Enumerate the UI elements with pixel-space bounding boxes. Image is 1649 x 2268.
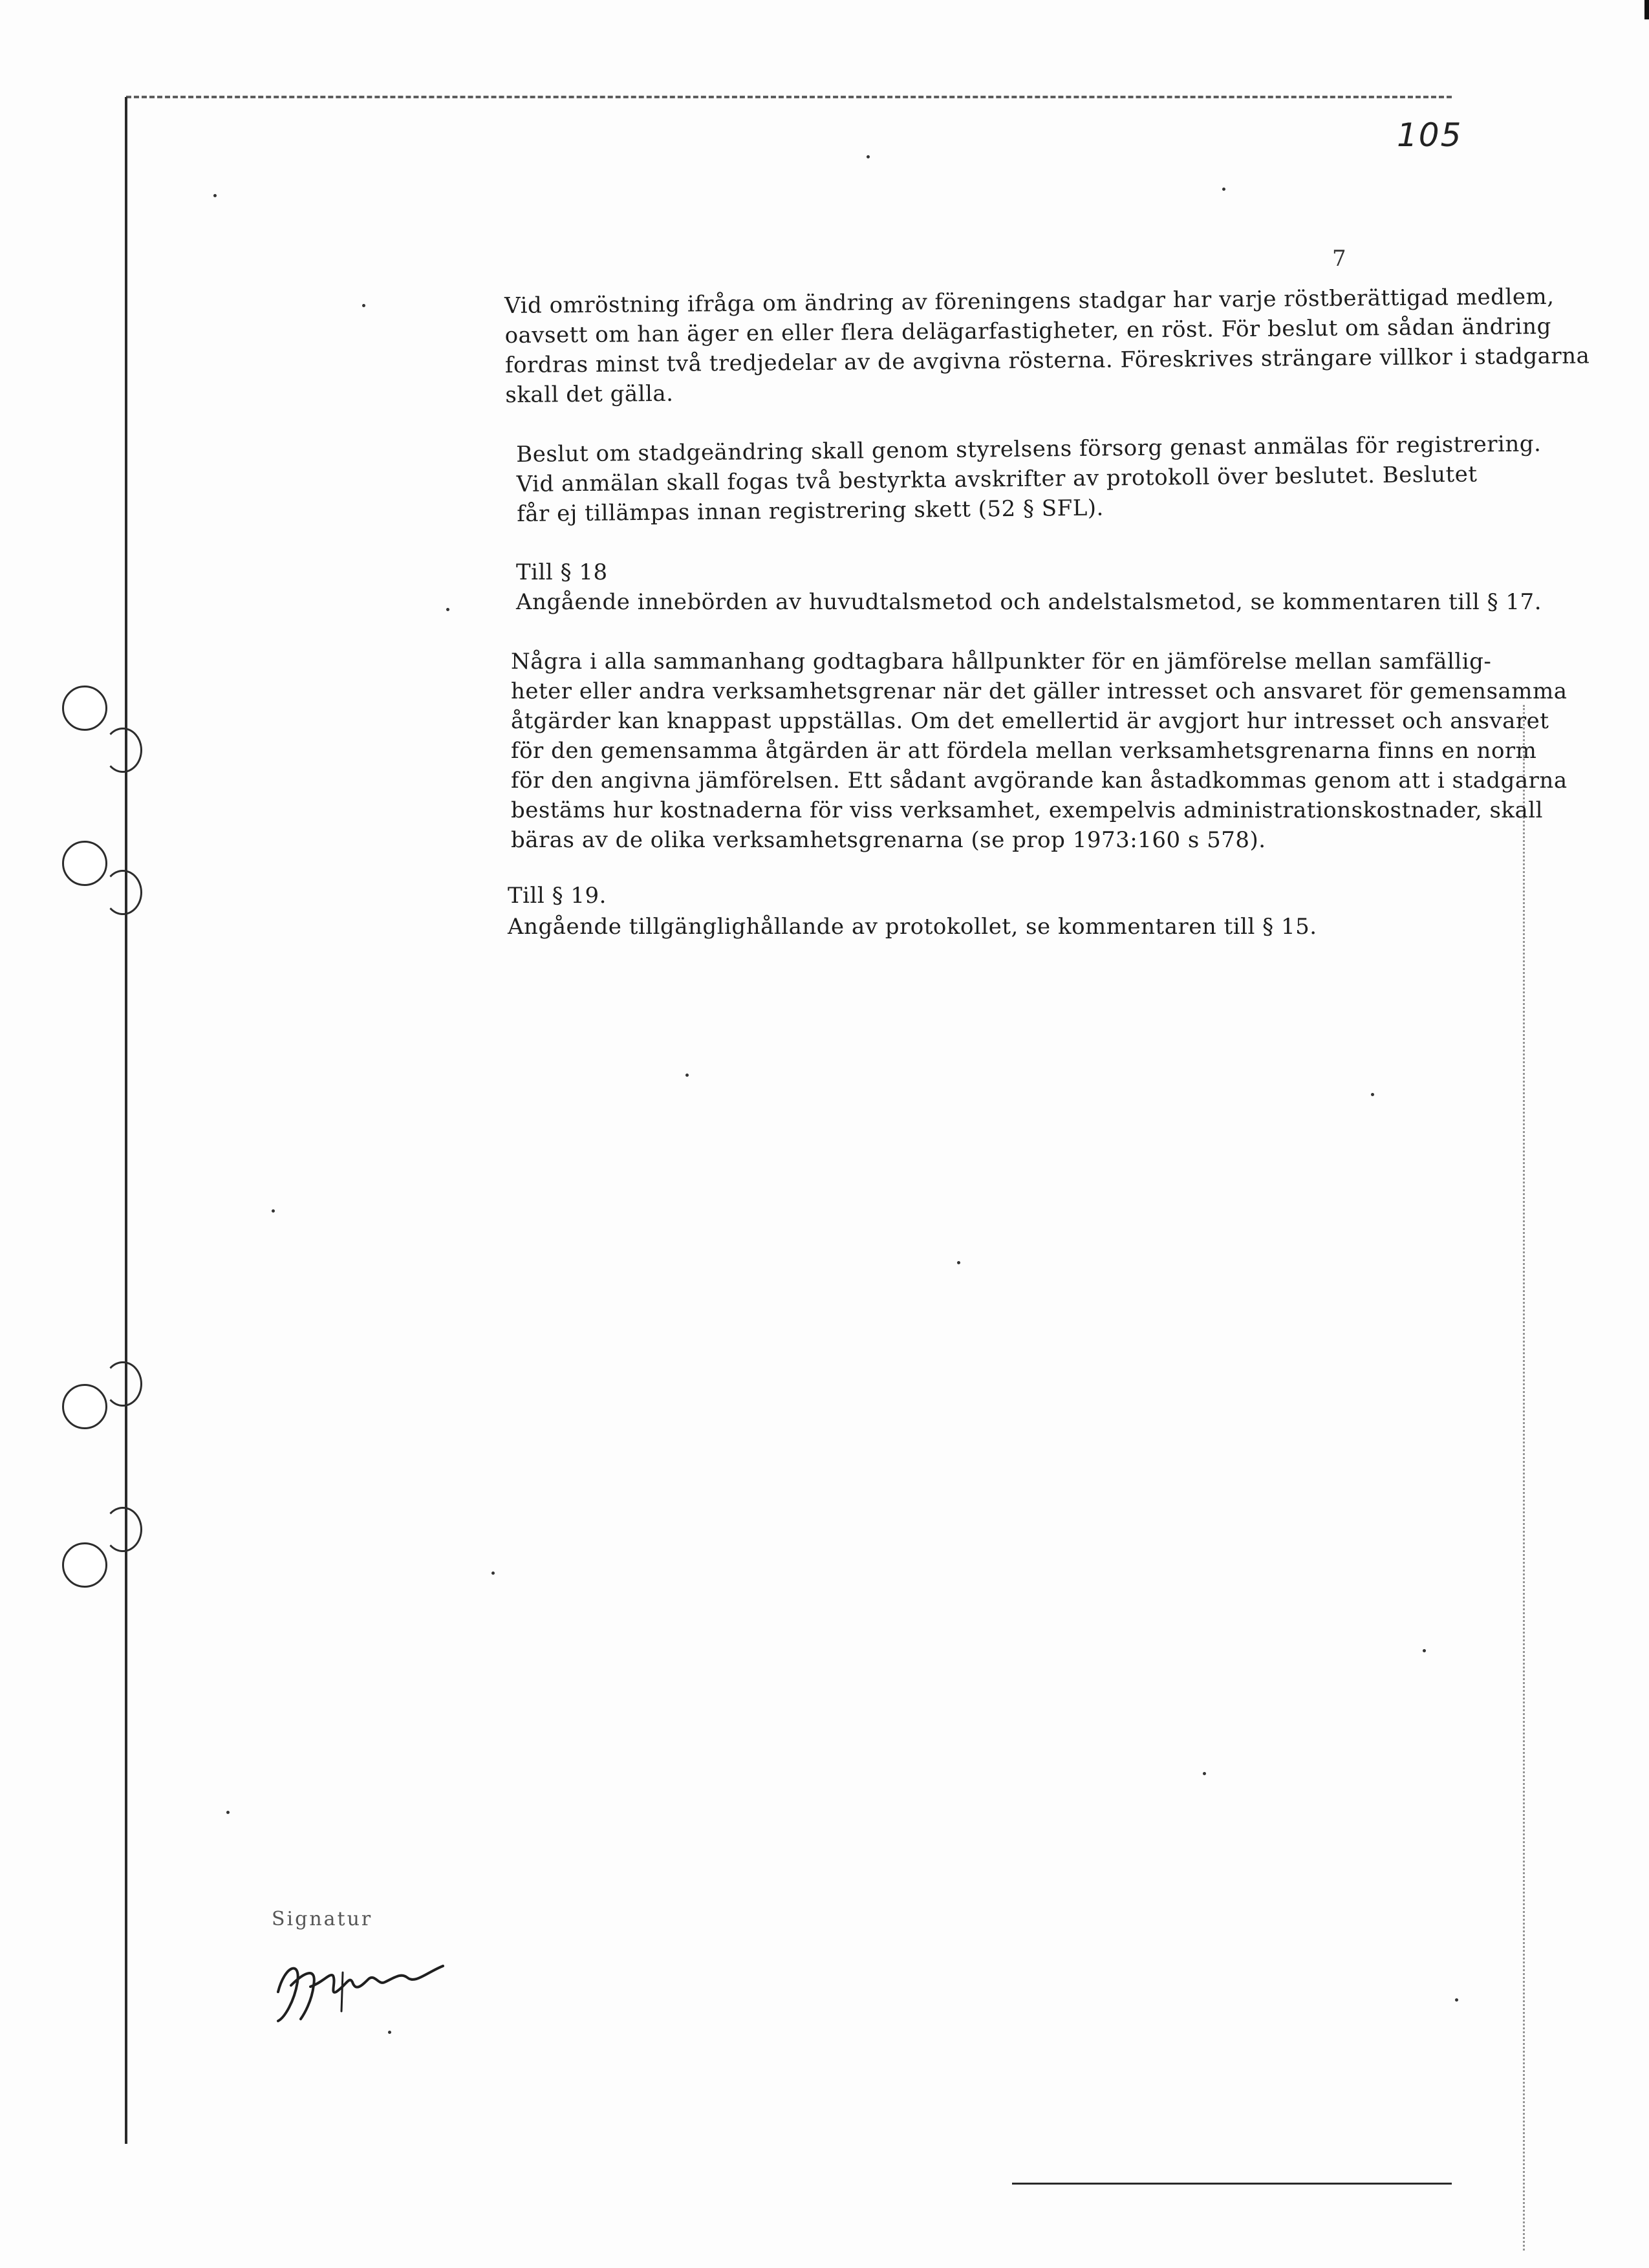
text-line: för den angivna jämförelsen. Ett sådant avgörande kan åstadkommas genom att i stadgarna [511,768,1568,794]
text-line: Angående innebörden av huvudtalsmetod och andelstalsmetod, se kommentaren till § 17. [516,589,1542,615]
text-line: Angående tillgänglighållande av protokollet, se kommentaren till § 15. [508,914,1317,940]
paragraph-jamforelse [511,647,1568,855]
scan-speck [867,155,870,158]
text-line: Vid anmälan skall fogas två bestyrkta avskrifter av protokoll över beslutet. Beslutet [516,461,1478,497]
text-line: åtgärder kan knappast uppställas. Om det emellertid är avgjort hur intresset och ansvaret [511,708,1549,734]
section-19-text [508,912,1465,942]
scan-speck [388,2031,391,2034]
scan-speck [362,304,365,307]
scan-speck [685,1074,689,1077]
punch-hole [62,841,107,886]
punch-hole-shadow [103,870,142,915]
text-line: för den gemensamma åtgärden är att fördela mellan verksamhetsgrenarna finns en norm [511,738,1537,764]
text-line: Några i alla sammanhang godtagbara hållpunkter för en jämförelse mellan samfällig- [511,649,1492,675]
scan-speck [1371,1093,1374,1096]
scan-speck [957,1261,960,1264]
punch-hole-shadow [103,728,142,773]
punch-hole [62,686,107,731]
punch-hole [62,1384,107,1429]
section-18-text [516,587,1542,617]
text-line: skall det gälla. [505,380,674,408]
scan-speck [226,1811,230,1814]
scan-speck [213,194,217,197]
punch-hole-shadow [103,1507,142,1552]
paragraph-stadgeandring-omrostning [504,283,1590,410]
section-heading-19: Till § 19. [508,883,607,909]
text-line: bestäms hur kostnaderna för viss verksamhet, exempelvis administrationskostnader, skall [511,797,1544,823]
page-frame-top-rule [126,96,1452,98]
signature-label: Signatur [272,1908,373,1930]
handwritten-signature [265,1947,453,2024]
text-line: får ej tillämpas innan registrering skett (52 § SFL). [516,495,1105,527]
scan-speck [1423,1649,1426,1652]
page-reference: 105 [1397,116,1463,154]
text-line: heter eller andra verksamhetsgrenar när det gäller intresset och ansvaret för gemensamma [511,678,1568,704]
text-line: fordras minst två tredjedelar av de avgivna rösterna. Föreskrives strängare villkor i stadgarna [504,343,1590,378]
scan-speck [1222,188,1225,191]
scan-edge-mark [1644,0,1649,19]
text-line: Beslut om stadgeändring skall genom styrelsens försorg genast anmälas för registrering. [516,431,1542,468]
text-line: oavsett om han äger en eller flera delägarfastigheter, en röst. För beslut om sådan ändring [504,313,1551,349]
scan-speck [1203,1772,1206,1775]
section-heading-18: Till § 18 [516,559,608,585]
page-number: 7 [1332,246,1346,272]
page-frame-bottom-rule [1012,2183,1452,2185]
punch-hole [62,1542,107,1588]
scan-speck [1455,1998,1458,2002]
punch-hole-shadow [103,1361,142,1407]
text-line: bäras av de olika verksamhetsgrenarna (se prop 1973:160 s 578). [511,827,1266,853]
scan-speck [491,1571,495,1575]
page-frame-left-rule [125,97,127,2144]
text-line: Vid omröstning ifråga om ändring av föreningens stadgar har varje röstberättigad medlem, [504,283,1555,319]
scan-speck [272,1209,275,1213]
paragraph-stadgeandring-registrering [516,430,1542,529]
scan-speck [446,608,449,611]
scan-edge-right [1523,705,1525,2251]
